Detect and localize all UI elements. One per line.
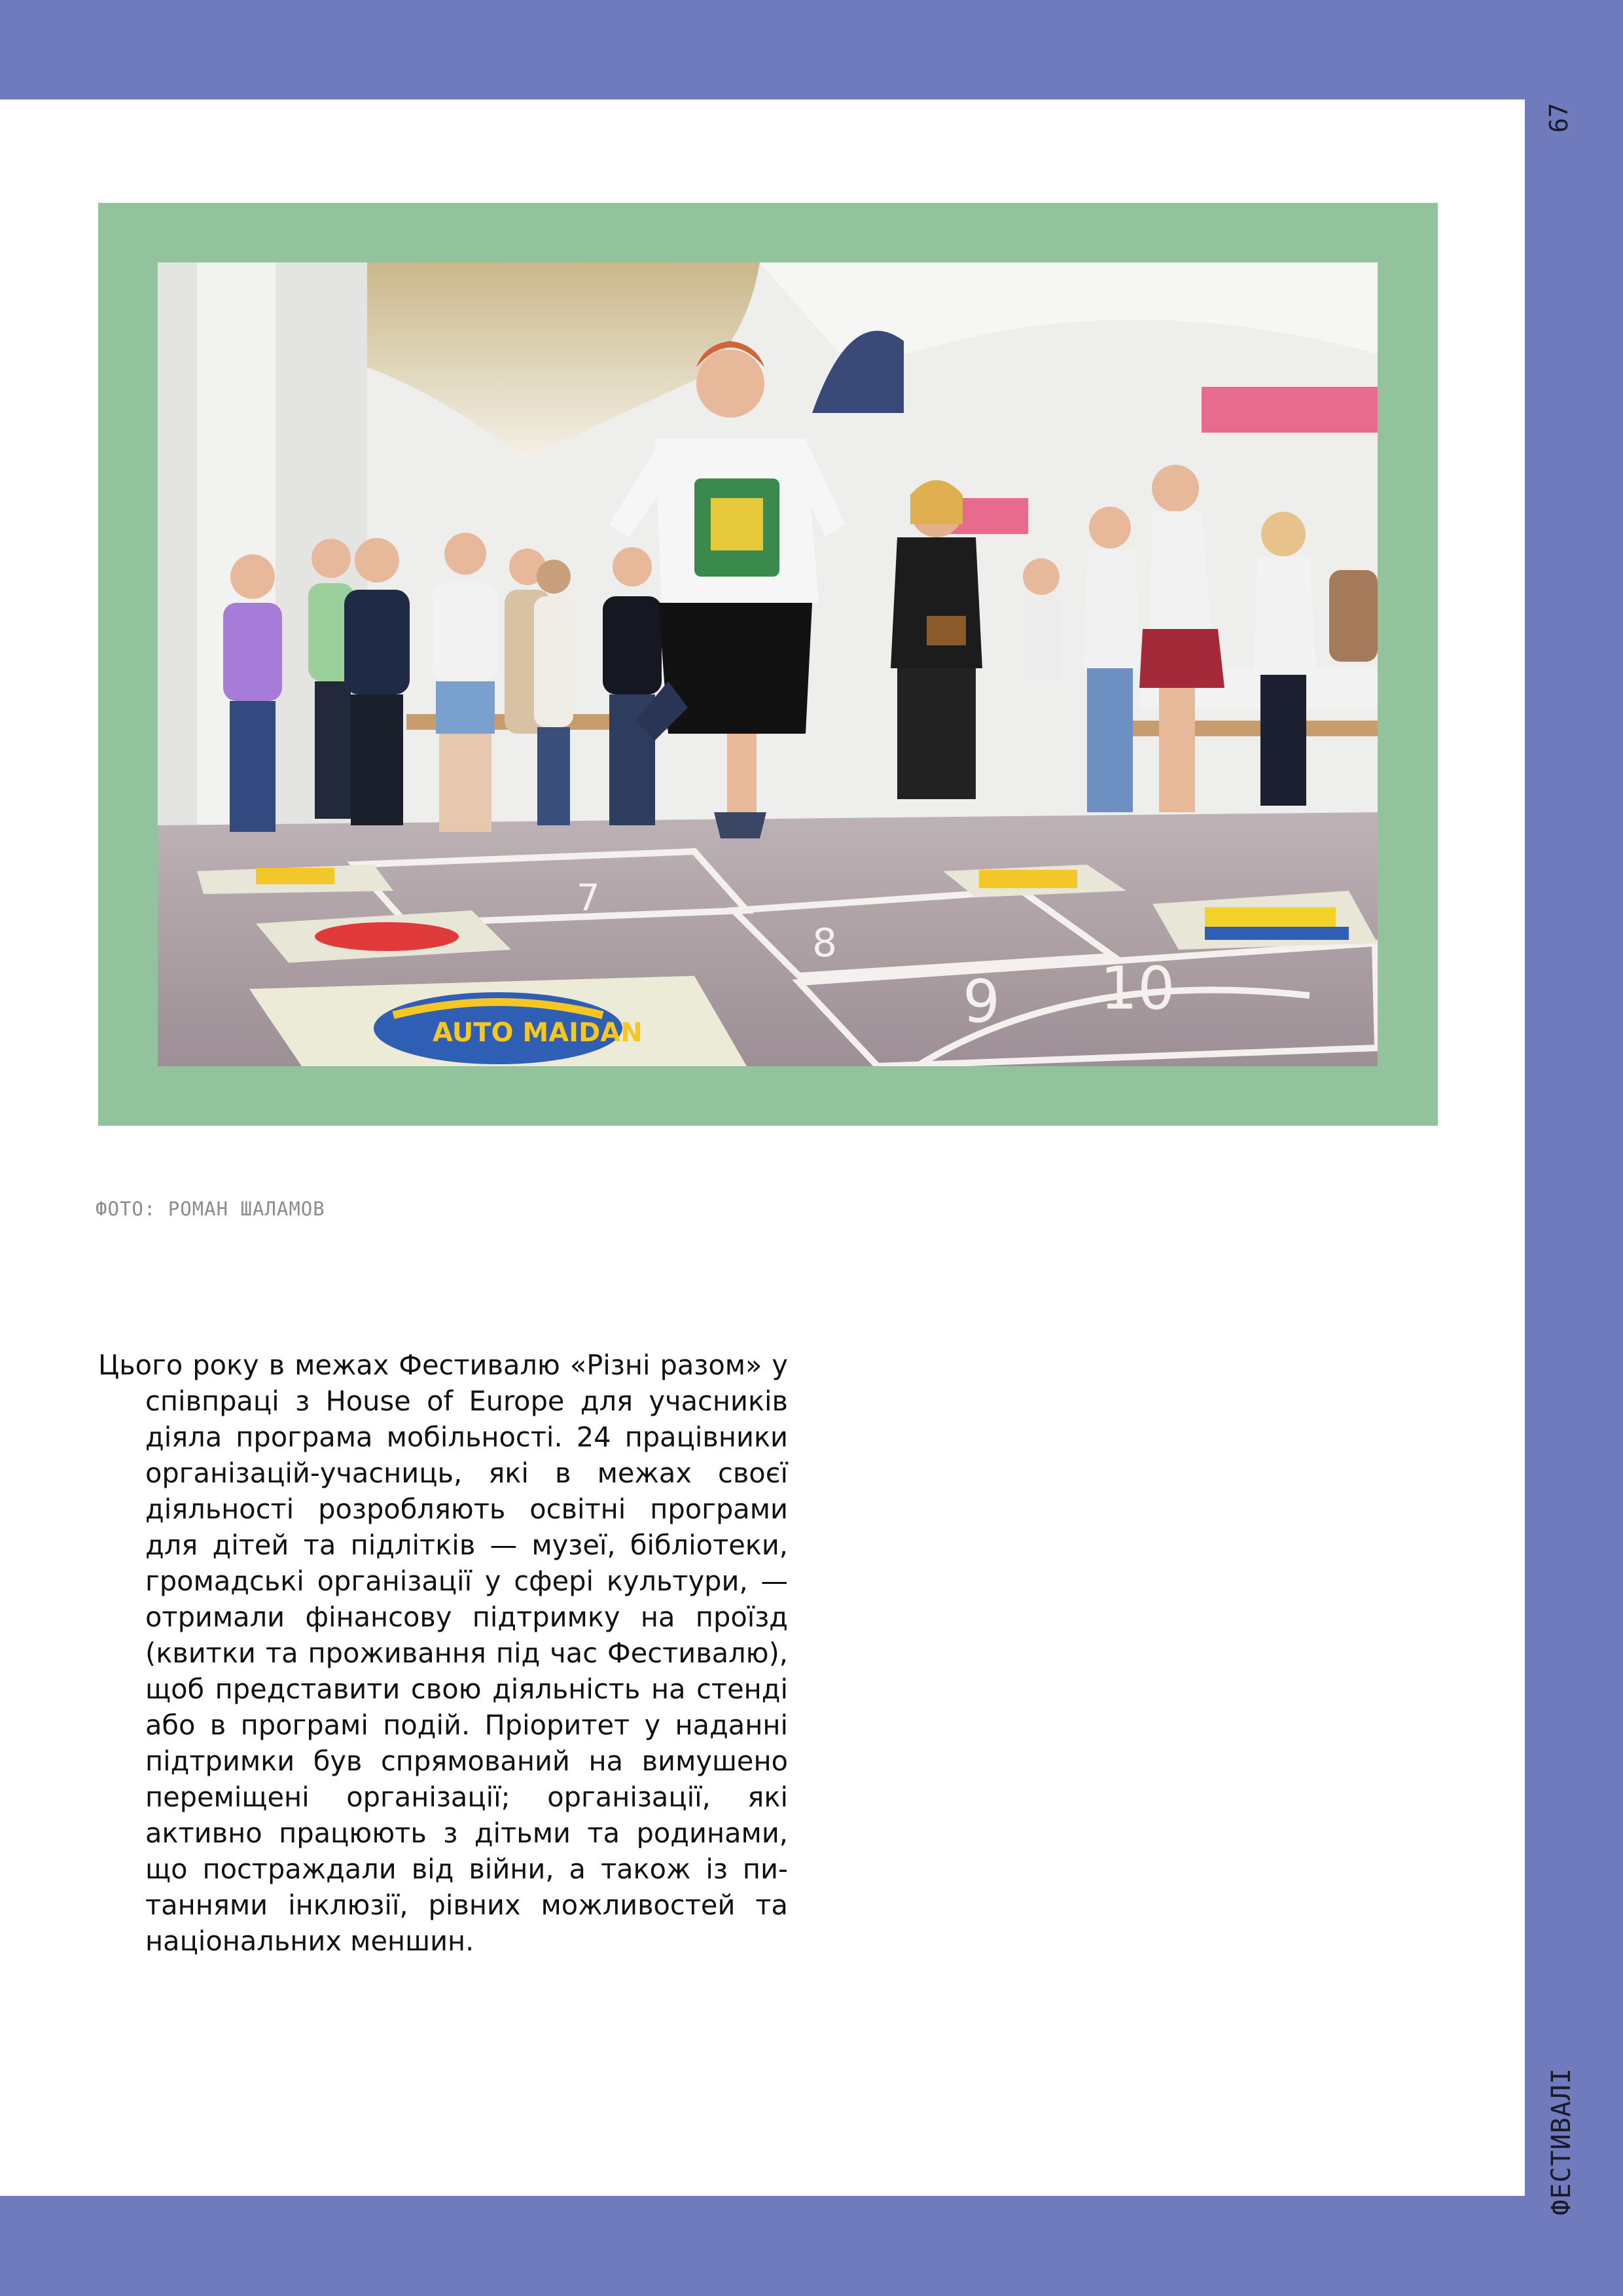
festival-photo-illustration bbox=[158, 262, 1378, 1066]
body-paragraph: Цього року в межах Фестивалю «Різні разом» у співпраці з House of Europe для учасників діяла програма мобільності. 24 працівники організацій-учасниць, які в межах своєї діяльності розробляють освітні програми для дітей та підлітків — музеї, бібліотеки, громадські організації у сфері культури, — отримали фінансову підтримку на проїзд (квитки та проживання під час Фестивалю), щоб представити свою діяльність на стенді або в програмі подій. Пріоритет у наданні підтримки був спрямований на вимушено переміщені організації; організації, які активно працюють з дітьми та родинами, що постраждали від війни, а також із питаннями інклюзії, рівних можливостей та національних меншин. bbox=[98, 1349, 788, 1957]
page-number: 67 bbox=[1544, 103, 1573, 133]
photo-mat bbox=[98, 203, 1438, 1126]
hopscotch-number-8: 8 bbox=[812, 920, 838, 966]
hopscotch-number-10: 10 bbox=[1100, 954, 1175, 1023]
hopscotch-number-9: 9 bbox=[963, 967, 1001, 1036]
hopscotch-number-7: 7 bbox=[577, 877, 600, 920]
photo-credit: ФОТО: РОМАН ШАЛАМОВ bbox=[96, 1198, 325, 1220]
festival-photo bbox=[158, 262, 1378, 1066]
section-label: ФЕСТИВАЛІ bbox=[1546, 2068, 1577, 2215]
sticker-auto-maidan: AUTO MAIDAN bbox=[433, 1018, 643, 1048]
